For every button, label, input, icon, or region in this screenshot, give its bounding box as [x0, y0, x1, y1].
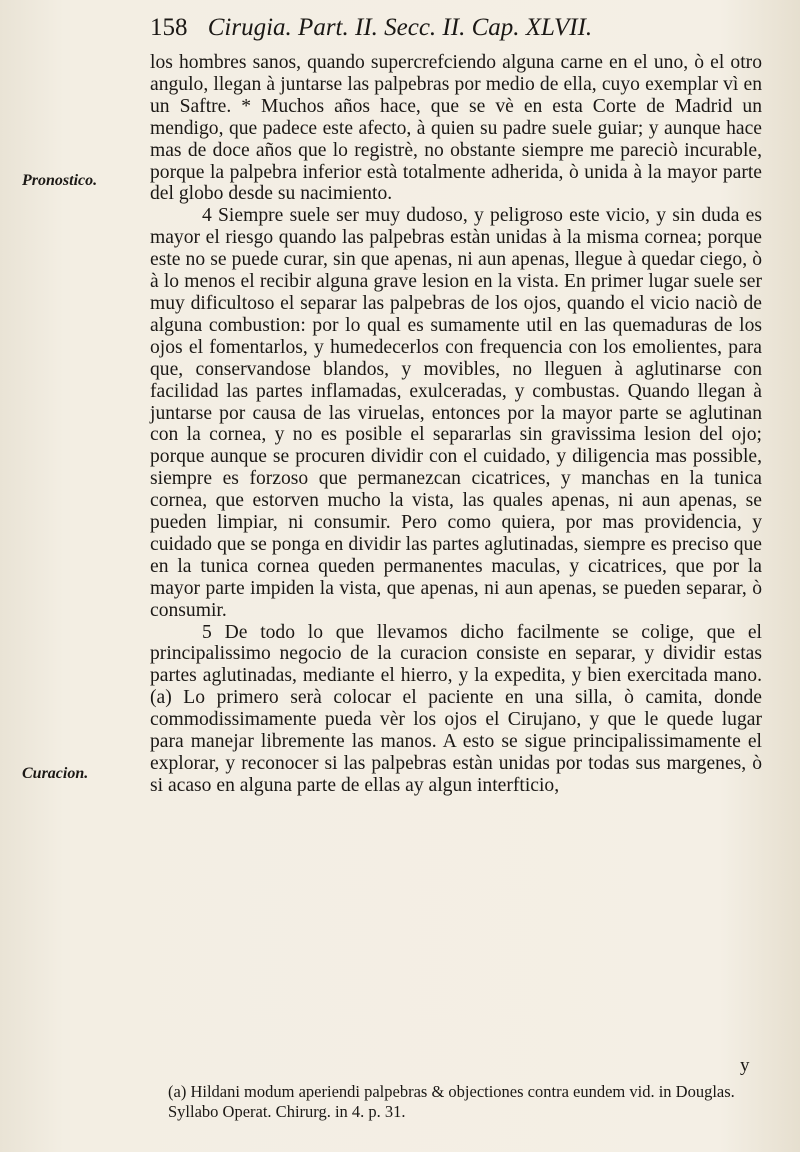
running-title: Cirugia. Part. II. Secc. II. Cap. XLVII.: [207, 14, 593, 41]
footnote: (a) Hildani modum aperiendi palpebras & objectiones contra eundem vid. in Douglas. Syllabo Operat. Chirurg. in 4. p. 31.: [168, 1082, 735, 1121]
catchword: y: [740, 1055, 750, 1076]
paragraph-continuation: los hombres sanos, quando supercrefciendo alguna carne en el uno, ò el otro angulo, llegan à juntarse las palpebras por medio de ella, cuyo exemplar vì en un Saftre. * Muchos años hace, que se vè en esta Corte de Madrid un mendigo, que padece este afecto, à quien su padre suele guiar; y aunque hace mas de doce años que lo registrè, no obstante siempre me pareciò incurable, porque la palpebra inferior està totalmente adherida, ò unida à la mayor parte del globo desde su nacimiento.: [150, 52, 762, 205]
running-header: [150, 14, 760, 50]
page-number: 158: [150, 14, 188, 41]
paragraph-4: 4 Siempre suele ser muy dudoso, y peligroso este vicio, y sin duda es mayor el riesgo quando las palpebras estàn unidas à la misma cornea; porque este no se puede curar, sin que apenas, ni aun apenas, llegue à quedar ciego, ò à lo menos el recibir alguna grave lesion en la vista. En primer lugar suele ser muy dificultoso el separar las palpebras de los ojos, quando el vicio naciò de alguna combustion: por lo qual es sumamente util en las quemaduras de los ojos el fomentarlos, y humedecerlos con frequencia con los emolientes, para que, conservandose blandos, y movibles, no lleguen à aglutinarse con facilidad las partes inflamadas, exulceradas, y combustas. Quando llegan à juntarse por causa de las viruelas, entonces por la mayor parte se aglutinan con la cornea, y no es posible el separarlas sin gravissima lesion del ojo; porque aunque se procuren dividir con el cuidado, y diligencia mas possible, siempre es forzoso que permanezcan cicatrices, y manchas en la tunica cornea, que estorven mucho la vista, las quales apenas, ni aun apenas, se pueden limpiar, ni consumir. Pero como quiera, por mas providencia, y cuidado que se ponga en dividir las partes aglutinadas, siempre es preciso que en la tunica cornea queden permanentes maculas, y cicatrices, que por la mayor parte impiden la vista, que apenas, ni aun apenas, se pueden separar, ò consumir.: [150, 205, 762, 621]
body-text: [150, 52, 762, 797]
margin-note-pronostico: Pronostico.: [22, 172, 98, 189]
paragraph-5: 5 De todo lo que llevamos dicho facilmente se colige, que el principalissimo negocio de la curacion consiste en separar, y dividir estas partes aglutinadas, mediante el hierro, y la expedita, y bien exercitada mano. (a) Lo primero serà colocar el paciente en una silla, ò camita, donde commodissimamente pueda vèr los ojos el Cirujano, y que le quede lugar para manejar libremente las manos. A esto se sigue principalissimamente el explorar, y reconocer si las palpebras estàn unidas por todas sus margenes, ò si acaso en alguna parte de ellas ay algun interfticio,: [150, 621, 762, 796]
margin-note-curacion: Curacion.: [22, 765, 89, 782]
